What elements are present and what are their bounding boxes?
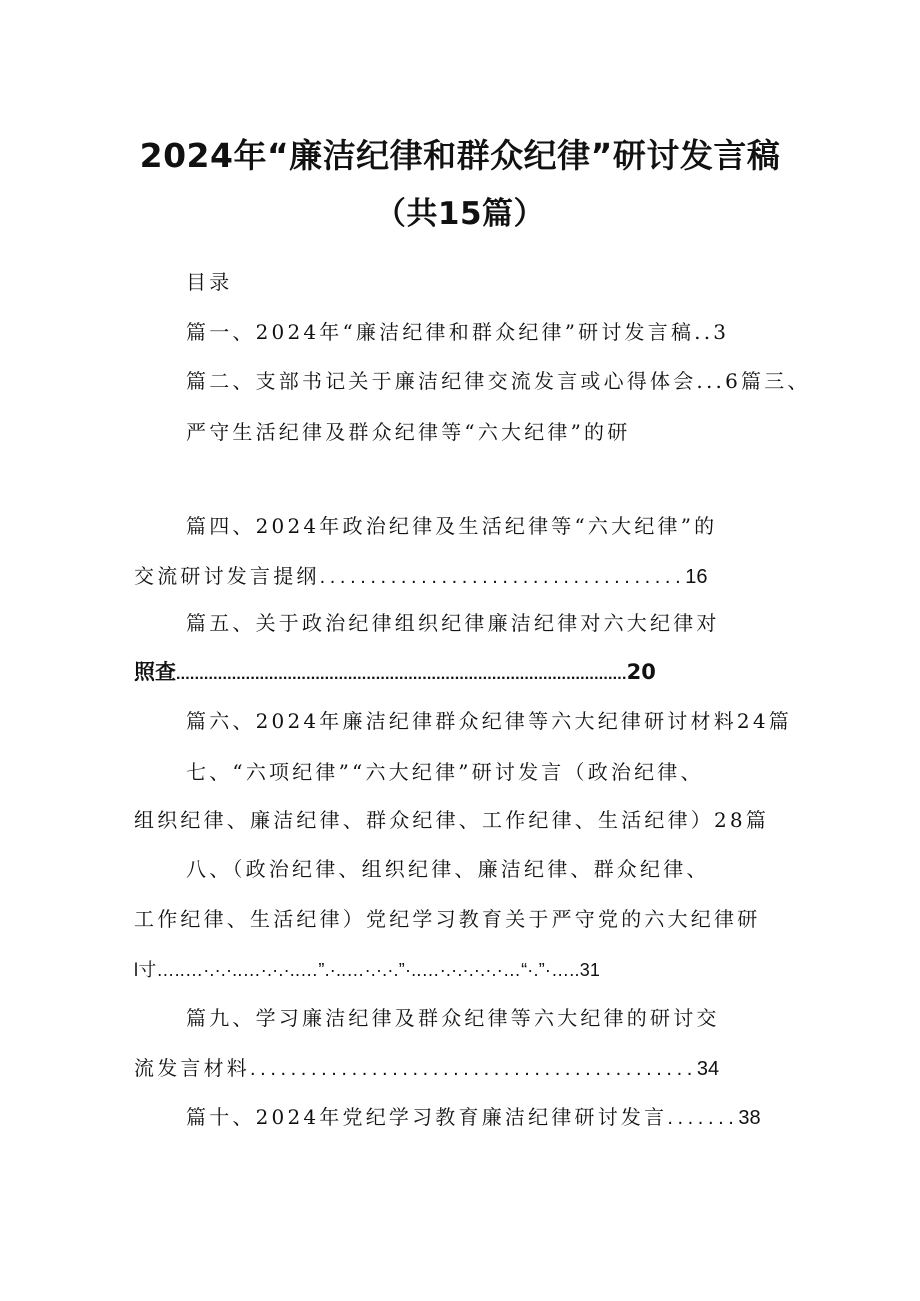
toc-leader-dots: .................................... bbox=[319, 566, 686, 588]
toc-page-number: 16 bbox=[685, 566, 708, 588]
toc-page-number: 20 bbox=[626, 660, 656, 684]
toc-leader-dots: ............................................ bbox=[250, 1058, 697, 1080]
toc-heading: 目录 bbox=[186, 270, 233, 294]
toc-entry-5[interactable]: 篇五、关于政治纪律组织纪律廉洁纪律对六大纪律对 bbox=[186, 611, 720, 635]
toc-entry-9[interactable]: 篇九、学习廉洁纪律及群众纪律等六大纪律的研讨交 bbox=[186, 1006, 720, 1030]
document-subtitle: （共15篇） bbox=[374, 196, 546, 232]
toc-entry-4-continued[interactable] bbox=[134, 562, 708, 591]
toc-entry-text: 交流研讨发言提纲 bbox=[134, 564, 320, 588]
toc-entry-7-continued[interactable]: 组织纪律、廉洁纪律、群众纪律、工作纪律、生活纪律）28篇 bbox=[134, 808, 770, 832]
toc-page-number: 38 bbox=[738, 1107, 761, 1129]
toc-entry-text: 照查 bbox=[134, 660, 176, 684]
toc-leader-dots: ................................................................................................. bbox=[176, 666, 627, 683]
toc-entry-4[interactable]: 篇四、2024年政治纪律及生活纪律等“六大纪律”的 bbox=[186, 514, 718, 538]
toc-leader-dots: ....... bbox=[667, 1107, 739, 1129]
toc-entry-1[interactable]: 篇一、2024年“廉洁纪律和群众纪律”研讨发言稿..3 bbox=[186, 320, 730, 344]
toc-entry-6[interactable]: 篇六、2024年廉洁纪律群众纪律等六大纪律研讨材料24篇 bbox=[186, 709, 792, 733]
toc-entry-10[interactable] bbox=[186, 1103, 761, 1132]
toc-entry-5-continued[interactable] bbox=[134, 658, 656, 689]
toc-entry-7[interactable]: 七、“六项纪律”“六大纪律”研讨发言（政治纪律、 bbox=[186, 760, 704, 784]
document-title: 2024年“廉洁纪律和群众纪律”研讨发言稿 bbox=[139, 136, 781, 175]
toc-entry-text: 篇十、2024年党纪学习教育廉洁纪律研讨发言 bbox=[186, 1105, 668, 1129]
toc-entry-9-continued[interactable] bbox=[134, 1054, 719, 1083]
toc-entry-text: 流发言材料 bbox=[134, 1056, 250, 1080]
toc-entry-8[interactable]: 八、（政治纪律、组织纪律、廉洁纪律、群众纪律、 bbox=[186, 857, 710, 881]
toc-entry-8-page-line[interactable]: l寸…..…·.·.·..…·.·.·..…”.·..…·.·.·.”·..…·.·.·.·.·.·…“·.”·…..31 bbox=[134, 960, 601, 980]
toc-entry-3[interactable]: 严守生活纪律及群众纪律等“六大纪律”的研 bbox=[186, 420, 631, 444]
toc-entry-8-continued[interactable]: 工作纪律、生活纪律）党纪学习教育关于严守党的六大纪律研 bbox=[134, 907, 761, 931]
toc-page-number: 34 bbox=[696, 1058, 720, 1080]
toc-entry-2[interactable]: 篇二、支部书记关于廉洁纪律交流发言或心得体会...6篇三、 bbox=[186, 369, 811, 393]
